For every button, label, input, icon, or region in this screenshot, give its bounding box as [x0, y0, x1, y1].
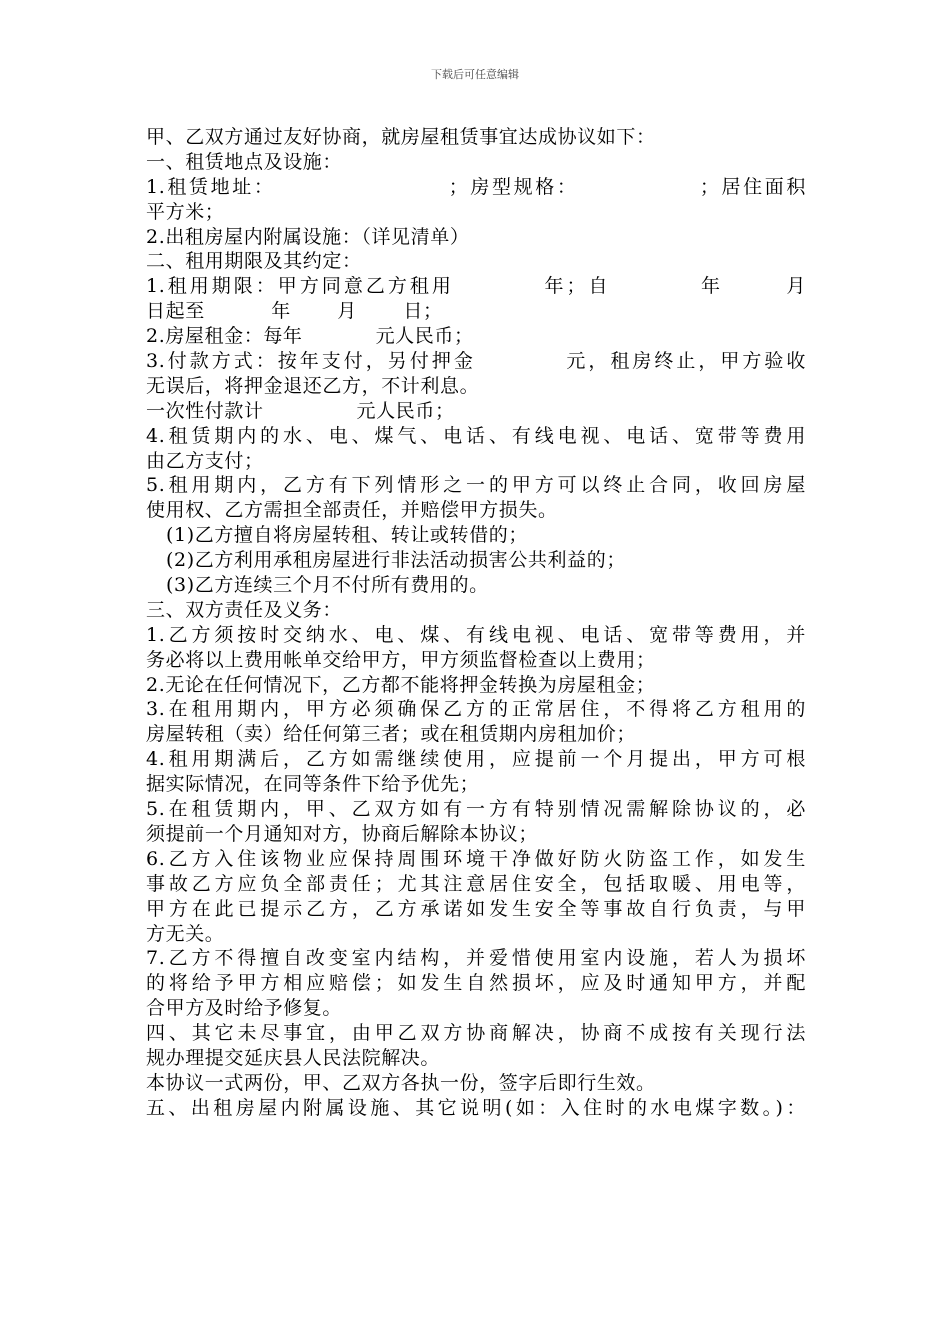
text-line: 须提前一个月通知对方，协商后解除本协议； [146, 822, 539, 845]
text-line: 合甲方及时给予修复。 [146, 997, 343, 1020]
text-line: 由乙方支付； [146, 449, 264, 472]
text-line: 甲、乙双方通过友好协商，就房屋租赁事宜达成协议如下： [146, 126, 656, 148]
text-line: 无误后，将押金退还乙方，不计利息。 [146, 374, 480, 397]
text-line: 1.租用期限：甲方同意乙方租用 年；自 年 月 [146, 275, 806, 298]
text-line: 一、租赁地点及设施： [146, 150, 343, 173]
page-header: 下载后可任意编辑 [431, 68, 519, 81]
text-line: 的将给予甲方相应赔偿；如发生自然损坏，应及时通知甲方，并配 [146, 972, 806, 995]
text-line: (3)乙方连续三个月不付所有费用的。 [166, 574, 489, 597]
text-line: 7.乙方不得擅自改变室内结构，并爱惜使用室内设施，若人为损坏 [146, 947, 806, 970]
text-line: 方无关。 [146, 922, 225, 945]
text-line: 1.租赁地址： ；房型规格： ；居住面积 [146, 175, 806, 198]
text-line: 2.出租房屋内附属设施：（详见清单） [146, 225, 470, 248]
text-line: 4.租赁期内的水、电、煤气、电话、有线电视、电话、宽带等费用 [146, 424, 806, 447]
text-line: 务必将以上费用帐单交给甲方，甲方须监督检查以上费用； [146, 648, 656, 671]
text-line: 本协议一式两份，甲、乙双方各执一份，签字后即行生效。 [146, 1071, 656, 1094]
text-line: (2)乙方利用承租房屋进行非法活动损害公共利益的； [166, 549, 626, 572]
text-line: (1)乙方擅自将房屋转租、转让或转借的； [166, 524, 528, 547]
text-line: 3.在租用期内，甲方必须确保乙方的正常居住，不得将乙方租用的 [146, 698, 806, 721]
text-line: 事故乙方应负全部责任；尤其注意居住安全，包括取暖、用电等， [146, 872, 806, 895]
text-line: 一次性付款计 元人民币； [146, 399, 455, 422]
text-line: 规办理提交延庆县人民法院解决。 [146, 1046, 441, 1069]
text-line: 五、出租房屋内附属设施、其它说明(如：入住时的水电煤字数。)： [146, 1096, 806, 1119]
text-line: 四、其它未尽事宜，由甲乙双方协商解决，协商不成按有关现行法 [146, 1022, 806, 1045]
text-line: 据实际情况，在同等条件下给予优先； [146, 773, 480, 796]
text-line: 二、租用期限及其约定： [146, 250, 362, 273]
text-line: 房屋转租（卖）给任何第三者；或在租赁期内房租加价； [146, 723, 637, 746]
text-line: 甲方在此已提示乙方，乙方承诺如发生安全等事故自行负责，与甲 [146, 897, 806, 920]
text-line: 三、双方责任及义务： [146, 598, 343, 621]
text-line: 5.租用期内，乙方有下列情形之一的甲方可以终止合同，收回房屋 [146, 474, 806, 497]
document-body [146, 125, 806, 1121]
text-line: 6.乙方入住该物业应保持周围环境干净做好防火防盗工作，如发生 [146, 847, 806, 870]
text-line: 5.在租赁期内，甲、乙双方如有一方有特别情况需解除协议的，必 [146, 798, 806, 821]
text-line: 4.租用期满后，乙方如需继续使用，应提前一个月提出，甲方可根 [146, 748, 806, 771]
text-line: 2.无论在任何情况下，乙方都不能将押金转换为房屋租金； [146, 673, 656, 696]
text-line: 1.乙方须按时交纳水、电、煤、有线电视、电话、宽带等费用，并 [146, 623, 806, 646]
text-line: 2.房屋租金：每年 元人民币； [146, 325, 474, 348]
text-line: 日起至 年 月 日； [146, 300, 443, 323]
text-line: 3.付款方式：按年支付，另付押金 元，租房终止，甲方验收 [146, 350, 806, 373]
text-line: 使用权、乙方需担全部责任，并赔偿甲方损失。 [146, 499, 558, 522]
text-line: 平方米； [146, 200, 225, 223]
